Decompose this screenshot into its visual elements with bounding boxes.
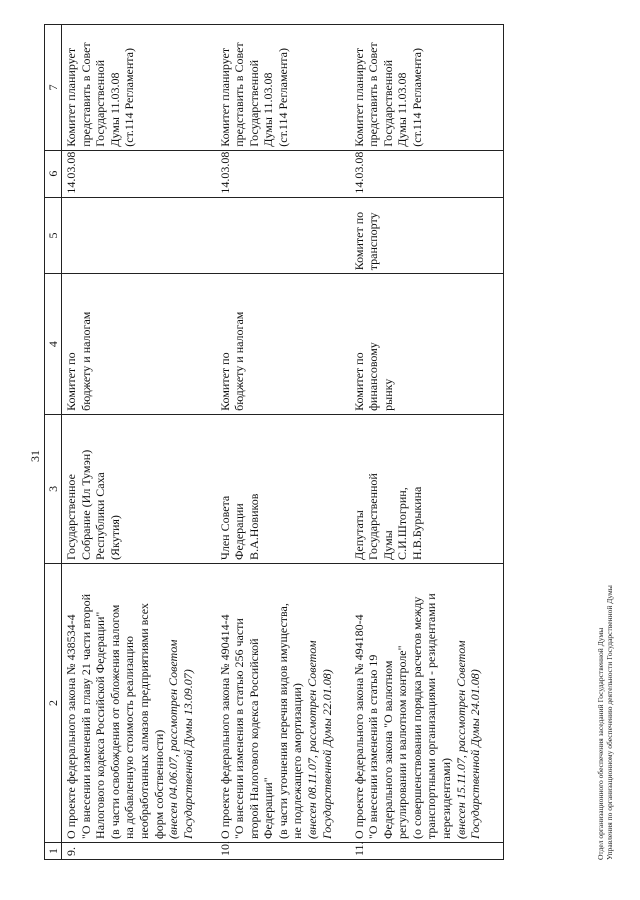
date-cell: 14.03.08 — [62, 150, 216, 197]
column-header: 7 — [45, 25, 62, 151]
note-line: Государственной — [93, 59, 108, 147]
committee-line: Комитет по — [64, 352, 78, 411]
project-submission-note: Государственной Думы 24.01.08) — [468, 669, 483, 839]
co-committee-line: Комитет по — [351, 211, 366, 271]
author-cell — [350, 414, 504, 563]
project-submission-note: (внесен 08.11.07, рассмотрен Советом — [305, 640, 320, 839]
author-line: Собрание (Ил Тумэн) — [78, 449, 93, 560]
note-line: (ст.114 Регламента) — [409, 47, 424, 147]
table-row — [216, 25, 350, 860]
author-line: Н.В.Бурыкина — [409, 486, 424, 560]
committee-line: бюджету и налогам — [78, 311, 93, 411]
table-row — [350, 25, 504, 860]
note-cell — [216, 25, 350, 151]
page-number: 31 — [28, 450, 42, 462]
author-line: Государственной — [366, 473, 381, 560]
project-line: О проекте федерального закона № 438534-4 — [64, 614, 78, 839]
committee-line: бюджету и налогам — [232, 311, 247, 411]
project-line: Федерального закона "О валютном — [380, 660, 395, 839]
row-number: 9. — [62, 842, 216, 859]
project-line: (о совершенствовании порядка расчетов между — [409, 596, 424, 839]
date-cell: 14.03.08 — [216, 150, 350, 197]
project-line: Налогового кодекса Российской Федерации" — [93, 611, 108, 839]
footer-line: Управления по организационному обеспечению деятельности Государственной Думы — [605, 585, 614, 860]
note-line: Думы 11.03.08 — [261, 72, 276, 147]
column-header: 3 — [45, 414, 62, 563]
note-cell — [62, 25, 216, 151]
co-committee-line: транспорту — [366, 212, 381, 271]
author-line: Депутаты — [351, 510, 366, 560]
note-line: Комитет планирует — [351, 47, 366, 147]
project-line: регулировании и валютном контроле" — [395, 645, 410, 839]
author-cell — [216, 414, 350, 563]
author-line: (Якутия) — [107, 515, 122, 560]
author-line: В.А.Новиков — [246, 493, 261, 560]
project-line: Федерации" — [261, 777, 276, 839]
note-line: (ст.114 Регламента) — [122, 47, 137, 147]
project-line: (в части освобождения от обложения налогом — [107, 604, 122, 839]
note-cell — [350, 25, 504, 151]
row-number: 10. — [216, 842, 350, 859]
author-cell — [62, 414, 216, 563]
note-line: Комитет планирует — [217, 47, 232, 147]
project-cell — [216, 563, 350, 842]
committee-line: рынку — [380, 378, 395, 411]
column-header: 4 — [45, 274, 62, 415]
project-line: нерезидентами) — [439, 758, 454, 839]
header-row — [45, 25, 62, 860]
project-cell — [62, 563, 216, 842]
project-line: не подлежащего амортизации) — [290, 683, 305, 839]
committee-cell — [62, 274, 216, 415]
note-line: представить в Совет — [366, 42, 381, 147]
footer-line: Отдел организационного обеспечения заседаний Государственной Думы — [596, 627, 605, 860]
note-line: представить в Совет — [78, 42, 93, 147]
note-line: Думы 11.03.08 — [395, 72, 410, 147]
row-number: 11. — [350, 842, 504, 859]
committee-cell — [350, 274, 504, 415]
note-line: Думы 11.03.08 — [107, 72, 122, 147]
table-row — [62, 25, 216, 860]
project-line: "О внесении изменения в статью 256 части — [232, 618, 247, 839]
column-header: 1 — [45, 842, 62, 859]
committee-line: финансовому — [366, 342, 381, 411]
committee-line: Комитет по — [217, 352, 232, 411]
project-submission-note: Государственной Думы 13.09.07) — [180, 669, 195, 839]
project-cell — [350, 563, 504, 842]
column-header: 2 — [45, 563, 62, 842]
project-line: второй Налогового кодекса Российской — [246, 638, 261, 839]
footer — [596, 585, 614, 860]
note-line: представить в Совет — [232, 42, 247, 147]
column-header: 6 — [45, 150, 62, 197]
note-line: (ст.114 Регламента) — [275, 47, 290, 147]
project-line: "О внесении изменений в главу 21 части второй — [78, 593, 93, 839]
project-submission-note: (внесен 04.06.07, рассмотрен Советом — [166, 639, 181, 839]
committee-line: Комитет по — [351, 352, 366, 411]
note-line: Государственной — [246, 59, 261, 147]
project-line: (в части уточнения перечня видов имущества, — [275, 603, 290, 839]
author-line: Думы — [380, 530, 395, 560]
author-line: Республики Саха — [93, 472, 108, 560]
co-committee-cell — [62, 197, 216, 274]
project-line: О проекте федерального закона № 490414-4 — [217, 614, 232, 839]
note-line: Государственной — [380, 59, 395, 147]
project-line: необработанных алмазов предприятиями всех — [136, 603, 151, 839]
author-line: Федерации — [232, 503, 247, 560]
agenda-table — [44, 24, 504, 860]
project-line: на добавленную стоимость реализацию — [122, 636, 137, 839]
date-cell: 14.03.08 — [350, 150, 504, 197]
column-header: 5 — [45, 197, 62, 274]
author-line: С.И.Штогрин, — [395, 487, 410, 560]
co-committee-cell — [216, 197, 350, 274]
project-line: "О внесении изменений в статью 19 — [366, 654, 381, 839]
project-line: О проекте федерального закона № 494180-4 — [351, 614, 366, 839]
project-line: форм собственности) — [151, 729, 166, 839]
committee-cell — [216, 274, 350, 415]
author-line: Государственное — [64, 474, 78, 560]
co-committee-cell — [350, 197, 504, 274]
project-submission-note: (внесен 15.11.07, рассмотрен Советом — [453, 640, 468, 839]
project-line: транспортными организациями - резидентами и — [424, 593, 439, 839]
author-line: Член Совета — [217, 495, 232, 560]
project-submission-note: Государственной Думы 22.01.08) — [319, 669, 334, 839]
note-line: Комитет планирует — [64, 47, 78, 147]
